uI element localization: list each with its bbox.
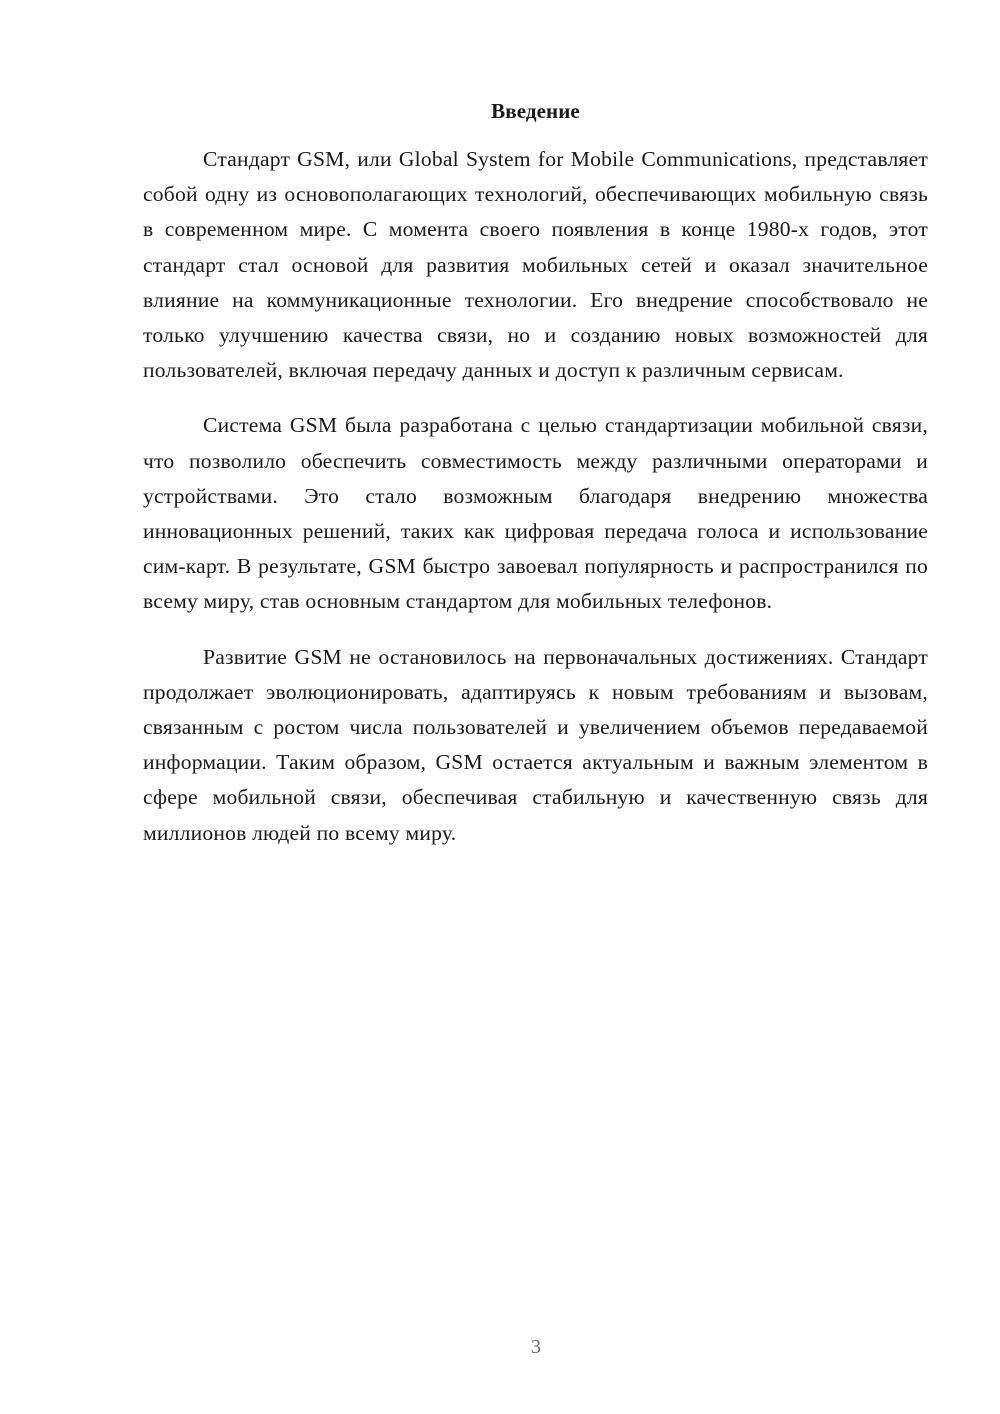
paragraph-3: Развитие GSM не остановилось на первоначальных достижениях. Стандарт продолжает эволюционировать, адаптируясь к новым требованиям и вызовам, связанным с ростом числа пользователей и увеличением объемов передаваемой информации. Таким образом, GSM остается актуальным и важным элементом в сфере мобильной связи, обеспечивая стабильную и качественную связь для миллионов людей по всему миру. bbox=[143, 644, 928, 845]
paragraph-1: Стандарт GSM, или Global System for Mobile Communications, представляет собой одну из основополагающих технологий, обеспечивающих мобильную связь в современном мире. С момента своего появления в конце 1980-х годов, этот стандарт стал основой для развития мобильных сетей и оказал значительное влияние на коммуникационные технологии. Его внедрение способствовало не только улучшению качества связи, но и созданию новых возможностей для пользователей, включая передачу данных и доступ к различным сервисам. bbox=[143, 147, 928, 383]
paragraph-2: Система GSM была разработана с целью стандартизации мобильной связи, что позволило обеспечить совместимость между различными операторами и устройствами. Это стало возможным благодаря внедрению множества инновационных решений, таких как цифровая передача голоса и использование сим-карт. В результате, GSM быстро завоевал популярность и распространился по всему миру, став основным стандартом для мобильных телефонов. bbox=[143, 413, 928, 614]
section-title: Введение bbox=[491, 99, 580, 123]
body-text bbox=[143, 142, 928, 851]
page-number: 3 bbox=[531, 1336, 541, 1358]
